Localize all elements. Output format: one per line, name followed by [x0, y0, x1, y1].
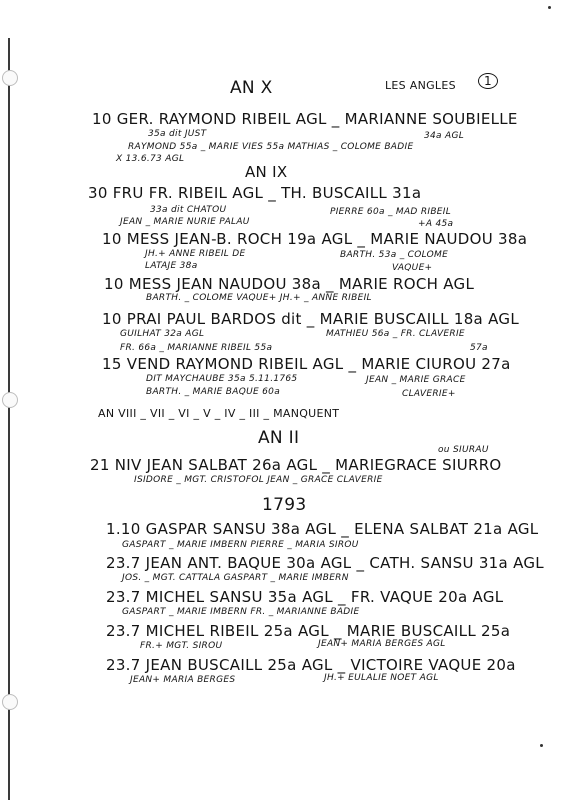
scan-speck — [540, 744, 543, 747]
entry-line-main: 10 MESS JEAN NAUDOU 38a _ MARIE ROCH AGL — [104, 275, 475, 293]
entry-line-sub: JOS. _ MGT. CATTALA GASPART _ MARIE IMBERN — [122, 573, 349, 583]
page-left-edge — [8, 38, 10, 800]
entry-line-sub: X 13.6.73 AGL — [116, 154, 185, 164]
entry-line-sub: GASPART _ MARIE IMBERN PIERRE _ MARIA SIROU — [122, 540, 359, 550]
missing-years-note: AN VIII _ VII _ VI _ V _ IV _ III _ MANQUENT — [98, 407, 340, 420]
entry-line-main: 23.7 MICHEL RIBEIL 25a AGL _ MARIE BUSCAILL 25a — [106, 622, 511, 640]
entry-line-main: 30 FRU FR. RIBEIL AGL _ TH. BUSCAILL 31a — [88, 184, 422, 202]
entry-line-sub: RAYMOND 55a _ MARIE VIES 55a MATHIAS _ COLOME BADIE — [128, 142, 414, 152]
entry-line-sub: FR. 66a _ MARIANNE RIBEIL 55a — [120, 343, 273, 353]
entry-line-sub: MATHIEU 56a _ FR. CLAVERIE — [326, 329, 465, 339]
entry-line-sub: JEAN _ MARIE NURIE PALAU — [120, 217, 250, 227]
entry-line-sub: BARTH. _ COLOME VAQUE+ JH.+ _ ANNE RIBEIL — [146, 293, 372, 303]
scan-speck — [548, 6, 551, 9]
entry-line-sub: DIT MAYCHAUBE 35a 5.11.1765 — [146, 374, 298, 384]
entry-line-sub: 35a dit JUST — [148, 129, 207, 139]
section-1793: 1793 — [262, 495, 307, 515]
entry-line-main: 10 GER. RAYMOND RIBEIL AGL _ MARIANNE SOUBIELLE — [92, 110, 518, 128]
village-name: LES ANGLES — [385, 79, 456, 92]
entry-line-sub: 34a AGL — [424, 131, 465, 141]
section-an-ix: AN IX — [245, 163, 288, 181]
page-number — [478, 72, 498, 89]
entry-line-main: 10 PRAI PAUL BARDOS dit _ MARIE BUSCAILL 18a AGL — [102, 310, 519, 328]
entry-line-main: 1.10 GASPAR SANSU 38a AGL _ ELENA SALBAT 21a AGL — [106, 520, 539, 538]
entry-line-main: 21 NIV JEAN SALBAT 26a AGL _ MARIEGRACE SIURRO — [90, 456, 502, 474]
entry-line-sub: JH.+ ANNE RIBEIL DE — [145, 249, 246, 259]
entry-line-sub: LATAJE 38a — [145, 261, 198, 271]
entry-line-sub: JEAN+ MARIA BERGES — [130, 675, 236, 685]
variant-spelling-note: ou SIURAU — [438, 445, 489, 455]
entry-line-sub: GUILHAT 32a AGL — [120, 329, 205, 339]
entry-line-sub: VAQUE+ — [392, 263, 433, 273]
punch-hole — [2, 694, 18, 710]
entry-line-main: 10 MESS JEAN-B. ROCH 19a AGL _ MARIE NAUDOU 38a — [102, 230, 528, 248]
entry-line-sub: GASPART _ MARIE IMBERN FR. _ MARIANNE BADIE — [122, 607, 360, 617]
entry-line-sub: JH.+ EULALIE NOET AGL — [324, 673, 439, 683]
year-title: AN X — [230, 78, 273, 98]
entry-line-sub: CLAVERIE+ — [402, 389, 456, 399]
entry-line-sub: BARTH. 53a _ COLOME — [340, 250, 449, 260]
entry-line-sub: PIERRE 60a _ MAD RIBEIL — [330, 207, 452, 217]
section-an-ii: AN II — [258, 428, 300, 448]
entry-line-sub: JEAN _ MARIE GRACE — [366, 375, 466, 385]
entry-line-main: 23.7 MICHEL SANSU 35a AGL _ FR. VAQUE 20a AGL — [106, 588, 504, 606]
entry-line-sub: 33a dit CHATOU — [150, 205, 227, 215]
punch-hole — [2, 70, 18, 86]
punch-hole — [2, 392, 18, 408]
entry-line-sub: +A 45a — [418, 219, 454, 229]
entry-line-sub: BARTH. _ MARIE BAQUE 60a — [146, 387, 281, 397]
entry-line-main: 15 VEND RAYMOND RIBEIL AGL _ MARIE CIUROU 27a — [102, 355, 511, 373]
entry-line-main: 23.7 JEAN ANT. BAQUE 30a AGL _ CATH. SANSU 31a AGL — [106, 554, 544, 572]
entry-line-sub: 57a — [470, 343, 488, 353]
page-number-circle: 1 — [478, 73, 498, 89]
entry-line-sub: JEAN+ MARIA BERGES AGL — [318, 639, 446, 649]
entry-line-sub: FR.+ MGT. SIROU — [140, 641, 223, 651]
entry-line-main: 23.7 JEAN BUSCAILL 25a AGL _ VICTOIRE VAQUE 20a — [106, 656, 516, 674]
entry-line-sub: ISIDORE _ MGT. CRISTOFOL JEAN _ GRACE CLAVERIE — [134, 475, 383, 485]
